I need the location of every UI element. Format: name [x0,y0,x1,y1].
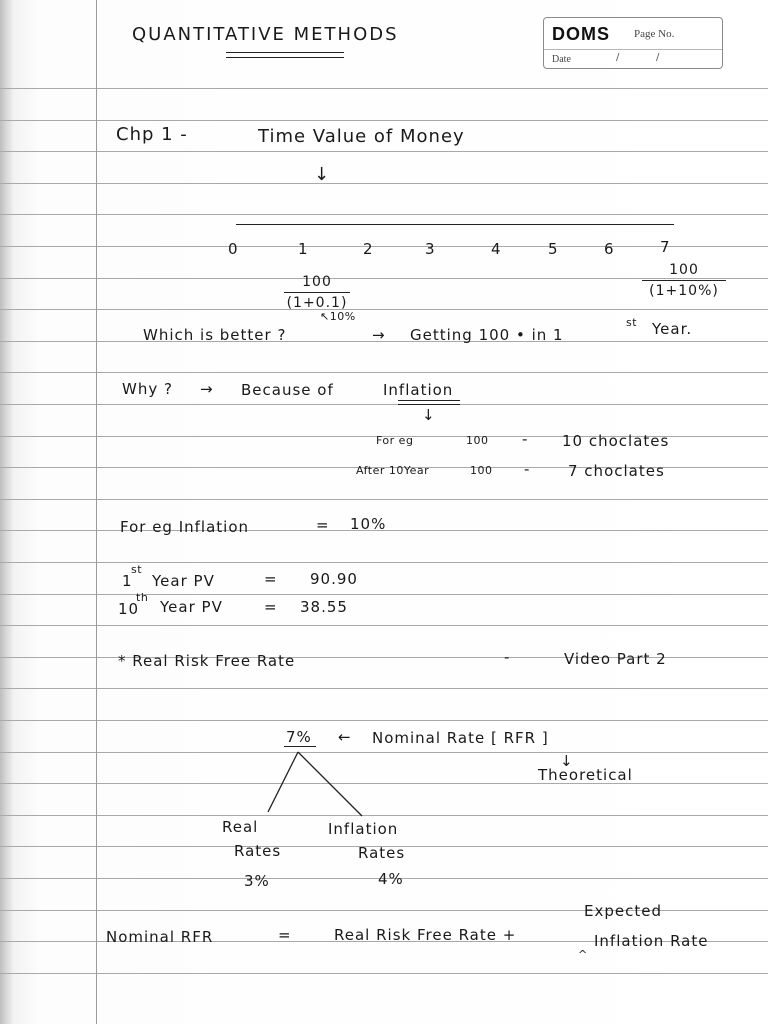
because-text: Because of [241,381,334,399]
pv-row2-label: Year PV [160,598,223,616]
branch-right [298,752,362,816]
timeline-tick: 1 [298,240,309,258]
right-arrow-icon: → [200,380,214,398]
insertion-caret: ^ [578,948,588,961]
title-underline [226,57,344,58]
notebook-header-box [543,17,723,69]
value-underline [284,746,316,747]
inflation-rates-label-2: Rates [358,844,406,862]
page-title: QUANTITATIVE METHODS [132,24,399,45]
down-arrow-icon: ↓ [422,406,436,424]
timeline-tick: 0 [228,240,239,258]
real-rates-label-1: Real [222,818,259,836]
inflation-rates-value: 4% [378,870,404,888]
video-reference: Video Part 2 [564,650,667,668]
real-rates-label-2: Rates [234,842,282,860]
branch-left [268,752,298,812]
equals-sign: = [316,516,330,534]
question-answer: Getting 100 • in 1 [410,326,564,344]
fraction-denominator: (1+0.1) [286,295,348,311]
inflation-keyword: Inflation [383,381,454,399]
fraction-year1 [284,274,350,311]
timeline-tick: 6 [604,240,615,258]
split-diagram-lines [260,748,370,820]
ruled-line [0,783,768,784]
nominal-label: Nominal Rate [ RFR ] [372,729,549,747]
ruled-line [0,372,768,373]
ruled-line [0,404,768,405]
inflation-value: 10% [350,515,387,533]
ruled-line [0,120,768,121]
example-result: 10 choclates [562,432,670,450]
left-arrow-icon: ← [338,728,352,746]
fraction-bar [284,292,350,293]
equals-sign: = [264,570,278,588]
down-arrow-icon: ↓ [560,752,574,770]
down-arrow-icon: ↓ [314,164,331,185]
date-separator: / [656,52,660,63]
equals-sign: = [264,598,278,616]
section-dash: - [504,648,511,666]
chapter-title: Time Value of Money [258,126,465,147]
pv-row2-ordinal: 10 [118,600,140,618]
ruled-line [0,246,768,247]
ruled-line [0,88,768,89]
equals-sign: = [278,926,292,944]
brand-logo: DOMS [552,24,610,44]
margin-line [96,0,97,1024]
section-heading: * Real Risk Free Rate [118,652,296,670]
fraction-denominator: (1+10%) [649,283,719,299]
why-label: Why ? [122,380,173,398]
ruled-line [0,214,768,215]
ordinal-suffix: th [136,591,149,604]
keyword-underline [398,404,460,405]
question-text: Which is better ? [143,326,287,344]
ruled-line [0,752,768,753]
formula-left: Nominal RFR [106,928,214,946]
timeline-tick: 2 [363,240,374,258]
ordinal-suffix: st [131,563,143,576]
pv-row1-label: Year PV [152,572,215,590]
page-no-label: Page No. [634,28,675,40]
fraction-bar [642,280,726,281]
fraction-year7 [642,262,726,299]
ruled-line [0,183,768,184]
timeline-tick: 5 [548,240,559,258]
ruled-line [0,594,768,595]
ruled-line [0,973,768,974]
ruled-line [0,720,768,721]
nominal-value: 7% [286,728,312,746]
date-label: Date [552,54,571,65]
pv-row1-value: 90.90 [310,570,358,588]
chapter-label: Chp 1 - [116,124,188,145]
rate-note: ↖10% [320,310,356,323]
fraction-numerator: 100 [302,274,332,290]
ruled-line [0,562,768,563]
example-result: 7 choclates [568,462,665,480]
ruled-line [0,499,768,500]
inflation-example-label: For eg Inflation [120,518,250,536]
header-box-divider [544,49,722,50]
right-arrow-icon: → [372,326,386,344]
question-end: Year. [652,320,693,338]
ruled-line [0,151,768,152]
inflation-rates-label-1: Inflation [328,820,399,838]
formula-expected: Expected [584,902,662,920]
timeline-tick: 7 [660,238,671,256]
example-dash: - [524,460,531,478]
timeline-tick: 4 [491,240,502,258]
title-underline [226,52,344,53]
real-rates-value: 3% [244,872,270,890]
formula-term2: Inflation Rate [594,932,709,950]
date-separator: / [616,52,620,63]
example-label: For eg [376,434,414,447]
example-label: After 10Year [356,464,430,477]
ordinal-suffix: st [626,316,638,329]
theoretical-label: Theoretical [538,766,633,784]
pv-row2-value: 38.55 [300,598,348,616]
fraction-numerator: 100 [669,262,699,278]
example-amount: 100 [470,464,493,477]
ruled-line [0,815,768,816]
keyword-underline [398,400,460,401]
example-dash: - [522,430,529,448]
ruled-line [0,309,768,310]
timeline-tick: 3 [425,240,436,258]
example-amount: 100 [466,434,489,447]
ruled-line [0,625,768,626]
pv-row1-ordinal: 1 [122,572,133,590]
formula-term1: Real Risk Free Rate + [334,926,517,944]
ruled-line [0,688,768,689]
timeline-axis [236,224,674,225]
